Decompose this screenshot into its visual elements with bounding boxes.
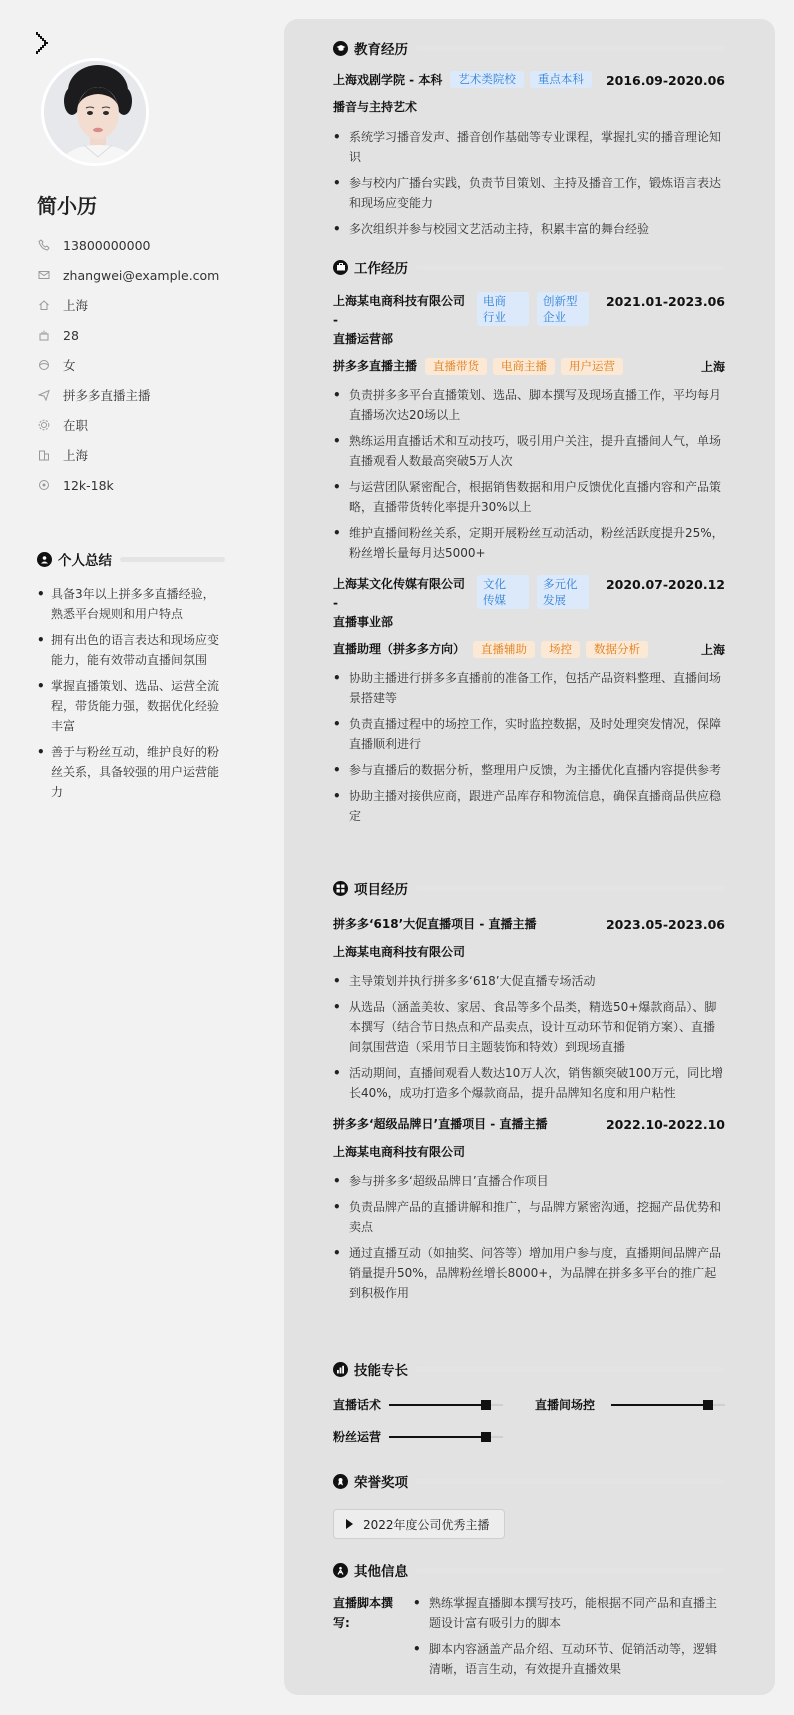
skill-bar-knob <box>703 1400 713 1410</box>
other-section <box>333 1559 725 1685</box>
education-section <box>333 37 725 245</box>
education-details <box>333 127 725 239</box>
job-role: 直播助理（拼多多方向） <box>333 642 466 656</box>
section-title: 项目经历 <box>354 882 408 898</box>
info-value: 28 <box>63 327 79 343</box>
list-item: • 熟练运用直播话术和互动技巧，吸引用户关注，提升直播间人气，单场直播观看人数最高突破5万人次 <box>333 431 725 471</box>
list-item: • 活动期间，直播间观看人数达10万人次，销售额突破100万元，同比增长40%，成功打造多个爆款商品，提升品牌知名度和用户粘性 <box>333 1063 725 1103</box>
tag: 直播带货 <box>425 358 487 375</box>
list-item: • 负责直播过程中的场控工作，实时监控数据，及时处理突发情况，保障直播顺利进行 <box>333 714 725 754</box>
award-item <box>333 1509 505 1539</box>
info-item <box>37 470 219 500</box>
list-item: • 协助主播对接供应商，跟进产品库存和物流信息，确保直播商品供应稳定 <box>333 786 725 826</box>
date-range: 2023.05-2023.06 <box>605 917 725 932</box>
other-label: 直播脚本撰写: <box>333 1596 394 1630</box>
list-item: • 负责品牌产品的直播讲解和推广，与品牌方紧密沟通，挖掘产品优势和卖点 <box>333 1197 725 1237</box>
info-item <box>37 350 219 380</box>
info-item <box>37 290 219 320</box>
phone-icon <box>37 238 51 252</box>
skill-level-bar <box>611 1398 725 1412</box>
contact-info-list <box>37 230 219 500</box>
candidate-name: 简小历 <box>37 194 97 218</box>
info-value: zhangwei@example.com <box>63 267 220 283</box>
skill-item <box>333 1428 503 1445</box>
job-location: 上海 <box>700 643 725 657</box>
user-icon <box>37 552 52 567</box>
tag: 文化 传媒 <box>477 575 529 609</box>
section-title: 教育经历 <box>354 42 408 58</box>
list-item: • 参与直播后的数据分析，整理用户反馈，为主播优化直播内容提供参考 <box>333 760 725 780</box>
project-name: 拼多多‘618’大促直播项目 - 直播主播 <box>333 917 537 931</box>
skill-bar-fill <box>611 1404 708 1406</box>
list-item: • 具备3年以上拼多多直播经验，熟悉平台规则和用户特点 <box>37 584 225 624</box>
info-value: 13800000000 <box>63 237 151 253</box>
job-details <box>333 668 725 826</box>
tag: 用户运营 <box>561 358 623 375</box>
list-item: • 系统学习播音发声、播音创作基础等专业课程，掌握扎实的播音理论知识 <box>333 127 725 167</box>
list-item: • 负责拼多多平台直播策划、选品、脚本撰写及现场直播工作，平均每月直播场次达20场以上 <box>333 385 725 425</box>
list-item: • 熟练掌握直播脚本撰写技巧，能根据不同产品和直播主题设计富有吸引力的脚本 <box>413 1593 725 1633</box>
sidebar <box>0 0 262 1715</box>
date-range: 2022.10-2022.10 <box>605 1117 725 1132</box>
main-panel <box>284 19 775 1695</box>
skill-bar-fill <box>389 1404 486 1406</box>
skill-name: 直播话术 <box>333 1398 382 1412</box>
skill-level-bar <box>389 1398 503 1412</box>
info-item <box>37 320 219 350</box>
list-item: • 协助主播进行拼多多直播前的准备工作，包括产品资料整理、直播间场景搭建等 <box>333 668 725 708</box>
info-item <box>37 440 219 470</box>
grid-icon <box>333 881 348 896</box>
play-icon <box>346 1519 353 1529</box>
date-range: 2016.09-2020.06 <box>605 73 725 88</box>
tag: 直播辅助 <box>473 641 535 658</box>
project-entry <box>333 915 725 934</box>
skill-item <box>333 1396 503 1413</box>
award-name: 2022年度公司优秀主播 <box>363 1517 490 1532</box>
school-name: 上海戏剧学院 - 本科 <box>333 73 443 87</box>
awards-section <box>333 1470 725 1492</box>
list-item: • 通过直播互动（如抽奖、问答等）增加用户参与度，直播期间品牌产品销量提升50%，品牌粉丝增长8000+，为品牌在拼多多平台的推广起到积极作用 <box>333 1243 725 1303</box>
skills-section <box>333 1358 725 1380</box>
job-details <box>333 385 725 563</box>
info-item <box>37 230 219 260</box>
project-company: 上海某电商科技有限公司 <box>333 945 466 959</box>
project-name: 拼多多‘超级品牌日’直播项目 - 直播主播 <box>333 1117 548 1131</box>
project-company: 上海某电商科技有限公司 <box>333 1145 466 1159</box>
section-title: 工作经历 <box>354 261 408 277</box>
gender-icon <box>37 358 51 372</box>
job-entry <box>333 575 725 632</box>
skill-name: 粉丝运营 <box>333 1430 382 1444</box>
status-icon <box>37 418 51 432</box>
home-icon <box>37 298 51 312</box>
job-location: 上海 <box>700 360 725 374</box>
project-details <box>333 1171 725 1303</box>
date-range: 2020.07-2020.12 <box>605 577 725 592</box>
city-icon <box>37 448 51 462</box>
list-item: • 拥有出色的语言表达和现场应变能力，能有效带动直播间氛围 <box>37 630 225 670</box>
list-item: • 维护直播间粉丝关系，定期开展粉丝互动活动，粉丝活跃度提升25%，粉丝增长量每月达5000+ <box>333 523 725 563</box>
tag: 艺术类院校 <box>450 71 524 88</box>
info-value: 12k-18k <box>63 477 114 493</box>
tag: 电商 行业 <box>477 292 529 326</box>
projects-section <box>333 877 725 1309</box>
info-value: 女 <box>63 358 76 373</box>
skill-bar-fill <box>389 1436 486 1438</box>
summary-section <box>37 548 225 808</box>
info-icon <box>333 1563 348 1578</box>
list-item: • 脚本内容涵盖产品介绍、互动环节、促销活动等，逻辑清晰，语言生动，有效提升直播效果 <box>413 1639 725 1679</box>
section-title: 技能专长 <box>354 1363 408 1379</box>
company-name: 上海某文化传媒有限公司 - 直播事业部 <box>333 577 466 629</box>
info-item <box>37 380 219 410</box>
section-title: 荣誉奖项 <box>354 1475 408 1491</box>
avatar <box>41 58 149 166</box>
list-item: • 参与校内广播台实践，负责节目策划、主持及播音工作，锻炼语言表达和现场应变能力 <box>333 173 725 213</box>
info-item <box>37 410 219 440</box>
age-icon <box>37 328 51 342</box>
tag: 创新型 企业 <box>537 292 589 326</box>
list-item: • 善于与粉丝互动，维护良好的粉丝关系，具备较强的用户运营能力 <box>37 742 225 802</box>
info-value: 拼多多直播主播 <box>63 388 151 403</box>
major: 播音与主持艺术 <box>333 100 418 114</box>
job-entry <box>333 292 725 349</box>
list-item: • 多次组织并参与校园文艺活动主持，积累丰富的舞台经验 <box>333 219 725 239</box>
info-value: 上海 <box>63 448 89 463</box>
graduation-cap-icon <box>333 41 348 56</box>
list-item: • 主导策划并执行拼多多‘618’大促直播专场活动 <box>333 971 725 991</box>
project-entry <box>333 1115 725 1134</box>
summary-list <box>37 584 225 802</box>
work-section <box>333 256 725 832</box>
job-icon <box>37 388 51 402</box>
info-value: 上海 <box>63 298 89 313</box>
job-role: 拼多多直播主播 <box>333 359 418 373</box>
bar-chart-icon <box>333 1362 348 1377</box>
project-details <box>333 971 725 1103</box>
skill-bar-knob <box>481 1432 491 1442</box>
skill-name: 直播间场控 <box>535 1398 596 1412</box>
section-title: 其他信息 <box>354 1564 408 1580</box>
list-item: • 掌握直播策划、选品、运营全流程，带货能力强，数据优化经验丰富 <box>37 676 225 736</box>
skill-bar-knob <box>481 1400 491 1410</box>
skill-item <box>535 1396 725 1413</box>
tag: 多元化 发展 <box>537 575 589 609</box>
tag: 场控 <box>541 641 580 658</box>
info-item <box>37 260 219 290</box>
logo-icon <box>34 30 54 58</box>
list-item: • 从选品（涵盖美妆、家居、食品等多个品类，精选50+爆款商品）、脚本撰写（结合节日热点和产品卖点，设计互动环节和促销方案）、直播间氛围营造（采用节日主题装饰和特效）到现场直播 <box>333 997 725 1057</box>
info-value: 在职 <box>63 418 89 433</box>
skill-level-bar <box>389 1430 503 1444</box>
briefcase-icon <box>333 260 348 275</box>
list-item: • 与运营团队紧密配合，根据销售数据和用户反馈优化直播内容和产品策略，直播带货转化率提升30%以上 <box>333 477 725 517</box>
list-item: • 参与拼多多‘超级品牌日’直播合作项目 <box>333 1171 725 1191</box>
section-title: 个人总结 <box>58 553 112 569</box>
other-details <box>413 1593 725 1685</box>
date-range: 2021.01-2023.06 <box>605 294 725 309</box>
tag: 电商主播 <box>493 358 555 375</box>
company-name: 上海某电商科技有限公司 - 直播运营部 <box>333 294 466 346</box>
mail-icon <box>37 268 51 282</box>
tag: 数据分析 <box>586 641 648 658</box>
award-icon <box>333 1474 348 1489</box>
salary-icon <box>37 478 51 492</box>
tag: 重点本科 <box>530 71 592 88</box>
